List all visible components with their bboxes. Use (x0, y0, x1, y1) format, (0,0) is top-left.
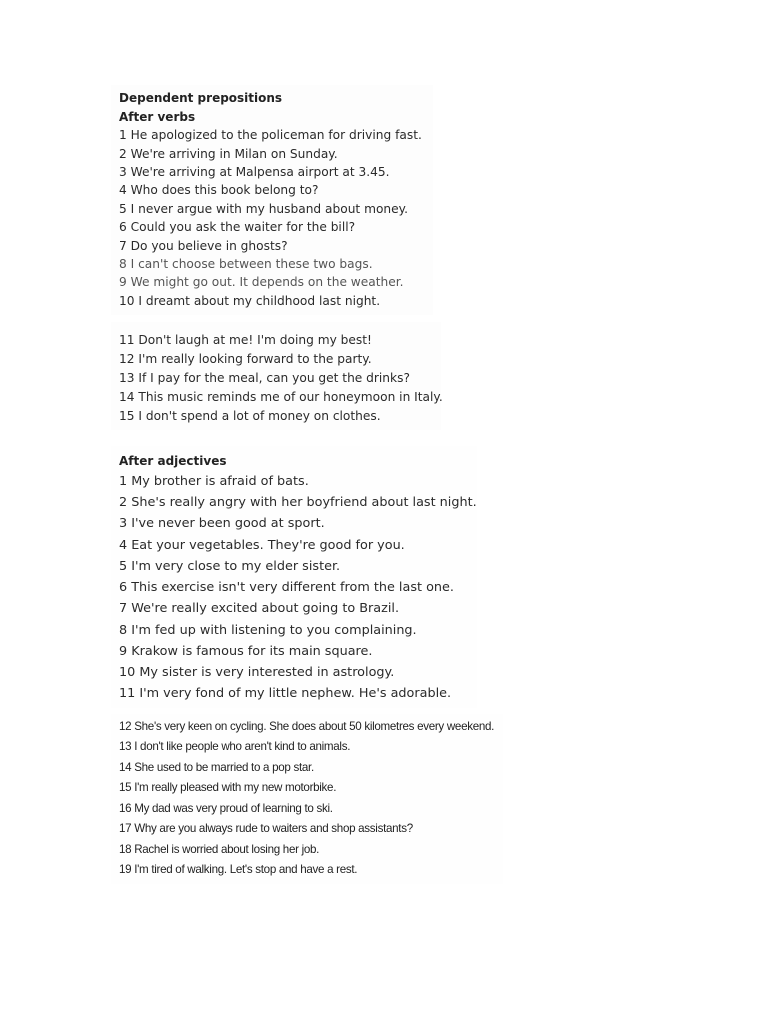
list-item: 4 Who does this book belong to? (119, 183, 319, 197)
list-item: 15 I'm really pleased with my new motorbike. (119, 781, 337, 794)
adjectives-section-part-2 (111, 714, 503, 884)
list-item: 13 If I pay for the meal, can you get the drinks? (119, 371, 410, 385)
list-item: 19 I'm tired of walking. Let's stop and have a rest. (119, 863, 358, 876)
list-item: 2 She's really angry with her boyfriend about last night. (119, 495, 477, 510)
list-item: 11 I'm very fond of my little nephew. He's adorable. (119, 686, 452, 701)
adjectives-section-part-1 (111, 446, 477, 708)
verbs-section-part-1 (111, 85, 433, 315)
list-item: 12 She's very keen on cycling. She does about 50 kilometres every weekend. (119, 720, 495, 733)
list-item: 14 This music reminds me of our honeymoon in Italy. (119, 390, 443, 404)
list-item: 13 I don't like people who aren't kind to animals. (119, 740, 351, 753)
list-item: 1 He apologized to the policeman for driving fast. (119, 128, 422, 142)
list-item: 12 I'm really looking forward to the party. (119, 352, 372, 366)
list-item: 10 My sister is very interested in astrology. (119, 665, 395, 680)
list-item: 14 She used to be married to a pop star. (119, 761, 314, 774)
list-item: 5 I never argue with my husband about money. (119, 202, 408, 216)
list-item: 18 Rachel is worried about losing her job. (119, 843, 320, 856)
list-item: 8 I can't choose between these two bags. (119, 257, 373, 271)
list-item: 16 My dad was very proud of learning to ski. (119, 802, 333, 815)
list-item: 3 I've never been good at sport. (119, 516, 325, 531)
list-item: 5 I'm very close to my elder sister. (119, 559, 341, 574)
page-title: Dependent prepositions (119, 91, 283, 105)
list-item: 15 I don't spend a lot of money on clothes. (119, 409, 381, 423)
list-item: 7 We're really excited about going to Brazil. (119, 601, 400, 616)
list-item: 6 This exercise isn't very different from the last one. (119, 580, 454, 595)
list-item: 9 We might go out. It depends on the weather. (119, 275, 404, 289)
verbs-section-part-2 (111, 322, 441, 430)
list-item: 10 I dreamt about my childhood last night. (119, 294, 381, 308)
list-item: 11 Don't laugh at me! I'm doing my best! (119, 333, 372, 347)
list-item: 7 Do you believe in ghosts? (119, 239, 288, 253)
list-item: 9 Krakow is famous for its main square. (119, 644, 373, 659)
list-item: 6 Could you ask the waiter for the bill? (119, 220, 356, 234)
verbs-heading: After verbs (119, 110, 196, 124)
list-item: 17 Why are you always rude to waiters and shop assistants? (119, 822, 413, 835)
list-item: 3 We're arriving at Malpensa airport at 3.45. (119, 165, 390, 179)
list-item: 8 I'm fed up with listening to you complaining. (119, 623, 417, 638)
list-item: 1 My brother is afraid of bats. (119, 474, 309, 489)
list-item: 4 Eat your vegetables. They're good for you. (119, 538, 405, 553)
adjectives-heading: After adjectives (119, 454, 227, 468)
list-item: 2 We're arriving in Milan on Sunday. (119, 147, 338, 161)
